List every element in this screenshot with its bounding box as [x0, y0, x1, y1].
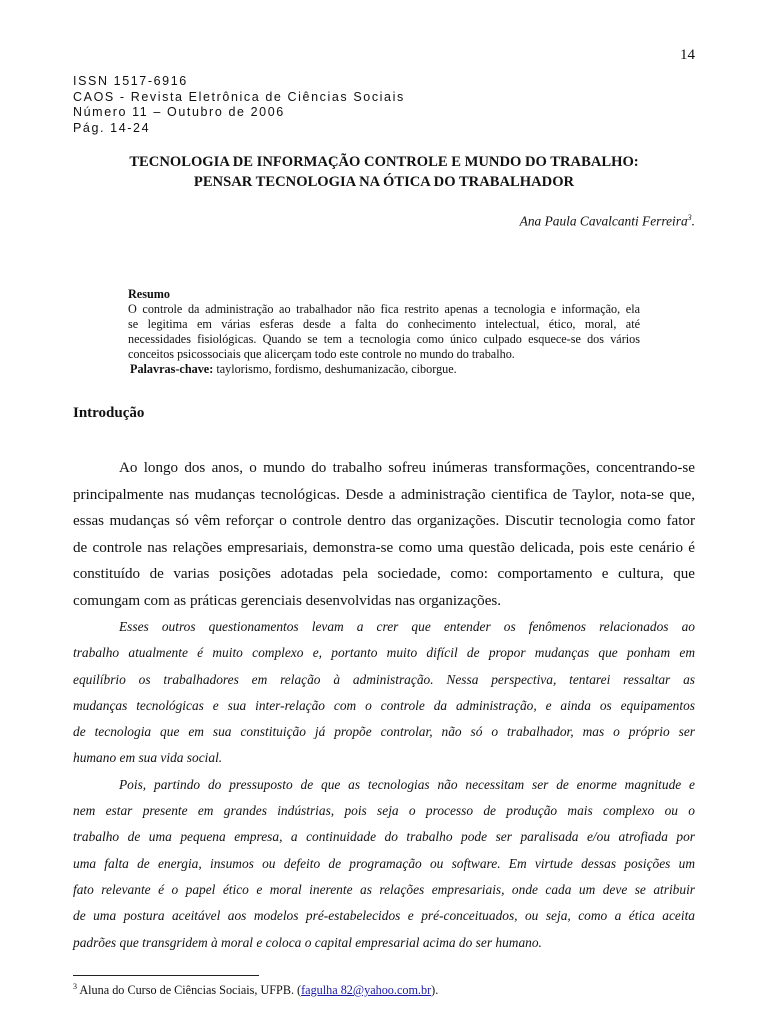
author-trail: . — [691, 213, 695, 229]
email-link[interactable]: fagulha 82@yahoo.com.br — [301, 983, 432, 998]
paragraph-line: Pois, partindo do pressuposto de que as tecnologias não necessitam ser de enorme magnitude e — [119, 776, 695, 792]
paragraph-line: de uma postura aceitável aos modelos pré-estabelecidos e pré-conceituados, ou seja, como a ética aceita — [73, 908, 695, 924]
abstract-line: conceitos psicossociais que alicerçam todo este controle no mundo do trabalho. — [128, 347, 515, 361]
paragraph-line: uma falta de energia, insumos ou defeito de programação ou software. Em virtude dessas posições um — [73, 855, 695, 871]
paragraph-1 — [73, 455, 695, 615]
paragraph-line: essas mudanças só vêm reforçar o controle dentro das organizações. Discutir tecnologia como fator — [73, 513, 695, 530]
footnote-close: ). — [431, 983, 439, 998]
paragraph-line: equilíbrio os trabalhadores em relação à administração. Nessa perspectiva, tentarei ressaltar as — [73, 671, 695, 687]
keywords-list: taylorismo, fordismo, deshumanizacão, ciborgue. — [213, 362, 457, 376]
paragraph-line: de tecnologia que em sua constituição já propõe controlar, não só o trabalhador, mas o próprio ser — [73, 724, 695, 740]
issn-line: ISSN 1517-6916 — [73, 74, 188, 88]
abstract-line: O controle da administração ao trabalhador não fica restrito apenas a tecnologia e informação, ela — [128, 302, 640, 316]
paragraph-line: de controle nas relações empresariais, demonstra-se como uma questão delicada, pois este cenário é — [73, 539, 695, 556]
paragraph-line: nem estar presente em grandes indústrias, pois seja o processo de produção mais complexo ou o — [73, 803, 695, 819]
section-heading: Introdução — [73, 405, 145, 421]
paragraph-line: Ao longo dos anos, o mundo do trabalho sofreu inúmeras transformações, concentrando-se — [119, 460, 695, 476]
footnote-text: Aluna do Curso de Ciências Sociais, UFPB. ( — [77, 983, 302, 998]
title-line-2: PENSAR TECNOLOGIA NA ÓTICA DO TRABALHADOR — [193, 174, 575, 190]
abstract-heading: Resumo — [128, 287, 170, 301]
journal-header — [73, 74, 405, 136]
footnote — [73, 982, 438, 998]
paragraph-line: trabalho atualmente é muito complexo e, portanto muito difícil de propor mudanças que ponham em — [73, 645, 695, 661]
abstract — [128, 287, 640, 377]
paragraph-line: trabalho de uma pequena empresa, a continuidade do trabalho pode ser paralisada e/ou atrofiada por — [73, 829, 695, 845]
author-name: Ana Paula Cavalcanti Ferreira — [519, 213, 688, 229]
article-title — [73, 152, 695, 192]
paragraph-line: padrões que transgridem à moral e coloca o capital empresarial acima do ser humano. — [73, 934, 542, 950]
abstract-body — [128, 302, 640, 362]
footnote-mark: 3 — [73, 982, 77, 991]
keywords-label: Palavras-chave: — [130, 362, 214, 376]
paragraph-line: fato relevante é o papel ético e moral inerente as relações empresariais, onde cada um deve se atribuir — [73, 881, 695, 897]
paragraph-line: comungam com as práticas gerenciais desenvolvidas nas organizações. — [73, 592, 502, 609]
author-footnote-mark: 3 — [687, 213, 692, 222]
abstract-line: se legitima em várias esferas desde a falta do conhecimento intelectual, ético, moral, até — [128, 317, 640, 331]
paragraph-line: principalmente nas mudanças tecnológicas. Desde a administração cientifica de Taylor, nota-se que, — [73, 486, 695, 503]
paragraph-line: humano em sua vida social. — [73, 750, 223, 766]
paragraph-line: Esses outros questionamentos levam a crer que entender os fenômenos relacionados ao — [119, 619, 695, 634]
paragraph-line: mudanças tecnológicas e sua inter-relação com o controle da administração, e ainda os equipamentos — [73, 697, 695, 713]
keywords — [128, 362, 640, 377]
footnote-divider — [73, 975, 259, 976]
title-line-1: TECNOLOGIA DE INFORMAÇÃO CONTROLE E MUNDO DO TRABALHO: — [129, 154, 639, 170]
author-byline — [520, 213, 695, 229]
page-number: 14 — [680, 47, 695, 63]
journal-name-line: CAOS - Revista Eletrônica de Ciências Sociais — [73, 89, 405, 104]
script-paragraphs — [73, 614, 695, 956]
paragraph-line: constituído de varias posições adotadas pela sociedade, como: comportamento e cultura, que — [73, 566, 695, 583]
pages-line: Pág. 14-24 — [73, 120, 151, 135]
issue-line: Número 11 – Outubro de 2006 — [73, 105, 285, 119]
abstract-line: necessidades fisiológicas. Quando se tem a tecnologia como único culpado esquece-se dos vários — [128, 332, 640, 346]
